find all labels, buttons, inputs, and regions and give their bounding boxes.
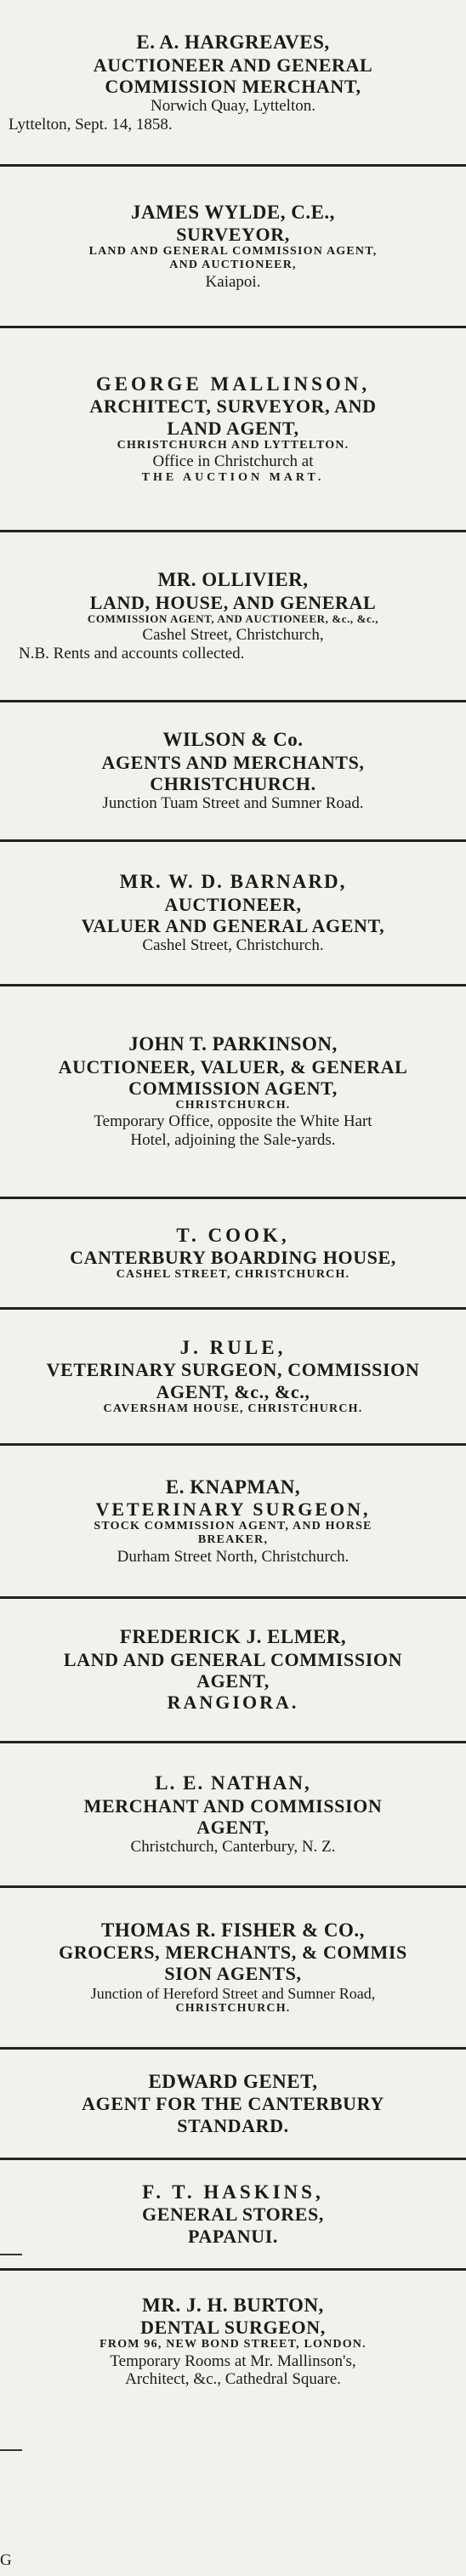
advertiser-name: MR. J. H. BURTON, [142,2294,324,2316]
advertiser-name: MR. OLLIVIER, [157,569,309,591]
ad-detail-line: AND AUCTIONEER, [169,259,297,272]
advertiser-name: THOMAS R. FISHER & CO., [101,1919,365,1941]
ad-detail-line: BREAKER, [197,1533,269,1547]
ad-detail-line: FROM 96, NEW BOND STREET, LONDON. [99,2338,367,2351]
ad-heading-line: VETERINARY SURGEON, COMMISSION [46,1359,420,1381]
ad-heading-line: GENERAL STORES, [141,2204,324,2226]
ad-heading-line: CANTERBURY BOARDING HOUSE, [70,1247,396,1269]
ad-date-line: Lyttelton, Sept. 14, 1858. [9,116,173,134]
ad-address-line: Office in Christchurch at [152,452,314,471]
ad-heading-line: CHRISTCHURCH. [150,772,316,794]
ad-heading-line: AUCTIONEER AND GENERAL [93,54,373,76]
ad-heading-line: AGENT, [196,1670,270,1692]
ad-heading-line: LAND AGENT, [167,417,299,439]
margin-rule [0,2254,22,2255]
ad-address-line: Kaiapoi. [205,272,261,291]
ad-address-line: Durham Street North, Christchurch. [116,1547,350,1566]
ad-heading-line: AUCTIONEER, VALUER, & GENERAL [58,1055,408,1078]
advertisement-haskins [0,2160,466,2271]
advertisement-knapman [0,1446,466,1599]
ad-heading-line: STANDARD. [177,2114,289,2136]
advertiser-name: T. COOK, [176,1224,290,1246]
ad-address-line: Temporary Office, opposite the White Hart [94,1112,372,1131]
ad-heading-line: RANGIORA. [167,1692,299,1714]
advertisement-burton [0,2271,466,2413]
advertisement-mallinson [0,328,466,532]
advertisement-wilson [0,702,466,842]
ad-address-line: Junction Tuam Street and Sumner Road. [102,794,364,813]
adjacent-column-letter: G [0,2551,12,2569]
ad-detail-line: LAND AND GENERAL COMMISSION AGENT, [88,245,378,259]
ad-address-line: Junction of Hereford Street and Sumner Road, [90,1984,376,2002]
ad-detail-line: CASHEL STREET, CHRISTCHURCH. [116,1268,350,1282]
ad-heading-line: DENTAL SURGEON, [140,2317,326,2339]
ad-heading-line: SURVEYOR, [176,224,290,246]
ad-detail-line: THE AUCTION MART. [141,470,325,484]
ad-heading-line: GROCERS, MERCHANTS, & COMMIS [59,1942,407,1964]
advertiser-name: FREDERICK J. ELMER, [119,1626,347,1648]
advertiser-name: E. A. HARGREAVES, [136,31,330,54]
advertisement-cook [0,1199,466,1310]
ad-heading-line: LAND AND GENERAL COMMISSION [63,1648,403,1670]
advertisement-genet [0,2050,466,2160]
ad-address-line: Temporary Rooms at Mr. Mallinson's, [110,2351,356,2370]
advertisement-hargreaves [0,2,466,167]
ad-detail-line: CAVERSHAM HOUSE, CHRISTCHURCH. [103,1402,363,1415]
ad-note-line: N.B. Rents and accounts collected. [19,644,245,662]
ad-heading-line: COMMISSION AGENT, [128,1077,338,1099]
ad-heading-line: AUCTIONEER, [164,893,302,915]
advertiser-name: JAMES WYLDE, C.E., [131,201,335,223]
ad-heading-line: ARCHITECT, SURVEYOR, AND [89,395,377,418]
advertiser-name: L. E. NATHAN, [155,1772,311,1794]
ad-detail-line: STOCK COMMISSION AGENT, AND HORSE [94,1520,372,1533]
margin-rule [0,2449,22,2451]
ad-heading-line: MERCHANT AND COMMISSION [83,1794,383,1817]
ad-heading-line: VETERINARY SURGEON, [95,1498,371,1521]
advertiser-name: EDWARD GENET, [148,2070,318,2092]
advertisement-fisher [0,1888,466,2050]
ad-address-line: Architect, &c., Cathedral Square. [125,2370,341,2389]
advertiser-name: WILSON & Co. [162,729,304,751]
advertisement-ollivier [0,532,466,702]
advertisement-parkinson [0,987,466,1199]
ad-detail-line: CHRISTCHURCH AND LYTTELTON. [116,439,350,452]
advertisement-wylde [0,167,466,328]
advertiser-name: GEORGE MALLINSON, [95,372,371,395]
advertisement-rule [0,1310,466,1446]
advertisement-barnard [0,842,466,987]
advertiser-name: E. KNAPMAN, [165,1476,301,1498]
advertiser-name: J. RULE, [179,1336,287,1358]
ad-address-line: Cashel Street, Christchurch, [142,625,324,644]
advertisement-nathan [0,1743,466,1888]
ad-heading-line: AGENT, [196,1816,270,1838]
ad-detail-line: COMMISSION AGENT, AND AUCTIONEER, &c., &c., [87,612,379,626]
advertiser-name: JOHN T. PARKINSON, [128,1033,338,1055]
ad-detail-line: CHRISTCHURCH. [175,2002,291,2016]
ad-heading-line: AGENT FOR THE CANTERBURY [82,2093,384,2115]
ad-heading-line: VALUER AND GENERAL AGENT, [81,914,385,936]
ad-address-line: Cashel Street, Christchurch. [142,936,324,955]
advertisement-elmer [0,1599,466,1743]
ad-heading-line: COMMISSION MERCHANT, [105,75,361,97]
ad-heading-line: LAND, HOUSE, AND GENERAL [89,591,377,613]
ad-heading-line: AGENT, &c., &c., [156,1380,310,1402]
ad-heading-line: PAPANUI. [187,2225,279,2247]
ad-address-line: Hotel, adjoining the Sale-yards. [130,1131,336,1150]
ad-heading-line: SION AGENTS, [164,1963,302,1985]
advertiser-name: MR. W. D. BARNARD, [119,871,347,893]
advertiser-name: F. T. HASKINS, [142,2181,324,2203]
ad-address-line: Norwich Quay, Lyttelton. [150,97,315,116]
ad-heading-line: AGENTS AND MERCHANTS, [101,751,365,773]
ad-detail-line: CHRISTCHURCH. [175,1099,291,1112]
ad-address-line: Christchurch, Canterbury, N. Z. [130,1838,336,1857]
